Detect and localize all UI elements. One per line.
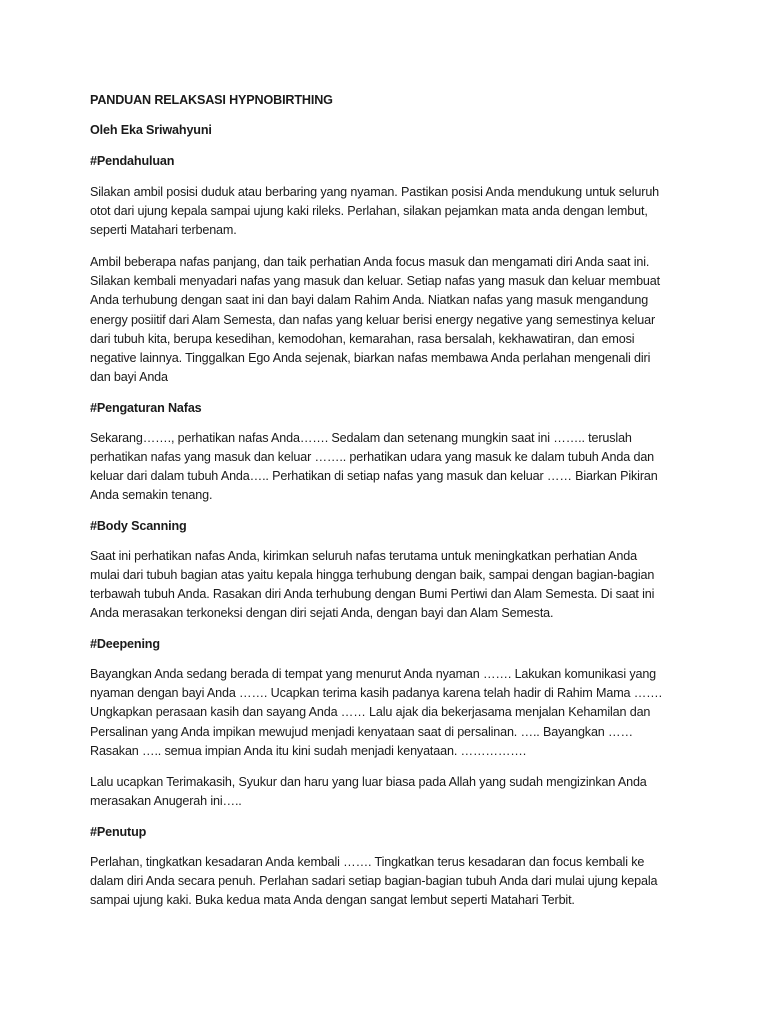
text-line: sampai ujung kaki. Buka kedua mata Anda dengan sangat lembut seperti Matahari Terbit. <box>90 893 575 908</box>
text-line: dan bayi Anda <box>90 370 168 385</box>
document-content <box>90 91 682 910</box>
text-line: negative lainnya. Tinggalkan Ego Anda sejenak, biarkan nafas membawa Anda perlahan mengenali diri <box>90 351 651 365</box>
text-line: Rasakan ….. semua impian Anda itu kini sudah menjadi kenyataan. ……………. <box>90 743 527 758</box>
section-heading-pengaturan-nafas: #Pengaturan Nafas <box>90 400 202 415</box>
document-author: Oleh Eka Sriwahyuni <box>90 123 212 138</box>
text-line: Silakan ambil posisi duduk atau berbaring yang nyaman. Pastikan posisi Anda mendukung untuk seluruh <box>90 184 660 199</box>
text-line: keluar dari dalam tubuh Anda….. Perhatikan di setiap nafas yang masuk dan keluar …… Biarkan Pikiran <box>90 469 658 483</box>
text-line: terbawah tubuh Anda. Rasakan diri Anda terhubung dengan Bumi Pertiwi dan Alam Semesta. Di saat ini <box>90 587 655 602</box>
text-line: Sekarang……., perhatikan nafas Anda……. Sedalam dan setenang mungkin saat ini …….. teruslah <box>90 430 632 445</box>
text-line: mulai dari tubuh bagian atas yaitu kepala hingga terhubung dengan baik, sampai dengan bagian-bagian <box>90 568 655 582</box>
paragraph-pendahuluan-2 <box>90 253 682 387</box>
text-line: Silakan kembali menyadari nafas yang masuk dan keluar. Setiap nafas yang masuk dan keluar membuat <box>90 274 660 289</box>
text-line: Anda semakin tenang. <box>90 488 213 503</box>
text-line: otot dari ujung kepala sampai ujung kaki rileks. Perlahan, silakan pejamkan mata anda dengan lembut, <box>90 204 648 219</box>
text-line: dari tubuh kita, berupa kesedihan, kemodohan, kemarahan, rasa bersalah, kekhawatiran, dan emosi <box>90 331 635 346</box>
section-heading-body-scanning: #Body Scanning <box>90 518 187 533</box>
text-line: Bayangkan Anda sedang berada di tempat yang menurut Anda nyaman ……. Lakukan komunikasi yang <box>90 667 657 681</box>
paragraph-deepening-2 <box>90 773 682 811</box>
text-line: Persalinan yang Anda impikan mewujud menjadi kenyataan saat di persalinan. ….. Bayangkan …… <box>90 724 633 739</box>
text-line: Perlahan, tingkatkan kesadaran Anda kembali ……. Tingkatkan terus kesadaran dan focus kembali ke <box>90 854 645 869</box>
paragraph-pendahuluan-1 <box>90 183 682 241</box>
section-heading-penutup: #Penutup <box>90 824 147 839</box>
text-line: merasakan Anugerah ini….. <box>90 794 242 809</box>
paragraph-body-scanning-1 <box>90 547 682 624</box>
section-heading-deepening: #Deepening <box>90 636 160 651</box>
text-line: Anda terhubung dengan saat ini dan bayi dalam Rahim Anda. Niatkan nafas yang masuk mengandung <box>90 293 649 308</box>
text-line: Anda merasakan terkoneksi dengan diri sejati Anda, dengan bayi dan Alam Semesta. <box>90 606 554 621</box>
text-line: Ambil beberapa nafas panjang, dan taik perhatian Anda focus masuk dan mengamati diri Anda saat ini. <box>90 254 650 269</box>
text-line: nyaman dengan bayi Anda ……. Ucapkan terima kasih padanya karena telah hadir di Rahim Mama ……. <box>90 686 662 701</box>
paragraph-penutup-1 <box>90 853 682 911</box>
text-line: dalam diri Anda secara penuh. Perlahan sadari setiap bagian-bagian tubuh Anda dari mulai ujung kepala <box>90 874 658 889</box>
paragraph-pengaturan-nafas-1 <box>90 429 682 506</box>
text-line: perhatikan nafas yang masuk dan keluar …….. perhatikan udara yang masuk ke dalam tubuh Anda dan <box>90 449 655 464</box>
text-line: Ungkapkan perasaan kasih dan sayang Anda …… Lalu ajak dia bekerjasama menjalan Kehamilan dan <box>90 705 651 720</box>
paragraph-deepening-1 <box>90 665 682 761</box>
text-line: Lalu ucapkan Terimakasih, Syukur dan haru yang luar biasa pada Allah yang sudah mengizinkan Anda <box>90 775 647 790</box>
text-line: Saat ini perhatikan nafas Anda, kirimkan seluruh nafas terutama untuk meningkatkan perhatian Anda <box>90 548 637 563</box>
text-line: energy posiitif dari Alam Semesta, dan nafas yang keluar berisi energy negative yang semestinya keluar <box>90 312 656 327</box>
section-heading-pendahuluan: #Pendahuluan <box>90 153 175 168</box>
document-title: PANDUAN RELAKSASI HYPNOBIRTHING <box>90 93 333 107</box>
text-line: seperti Matahari terbenam. <box>90 223 237 238</box>
